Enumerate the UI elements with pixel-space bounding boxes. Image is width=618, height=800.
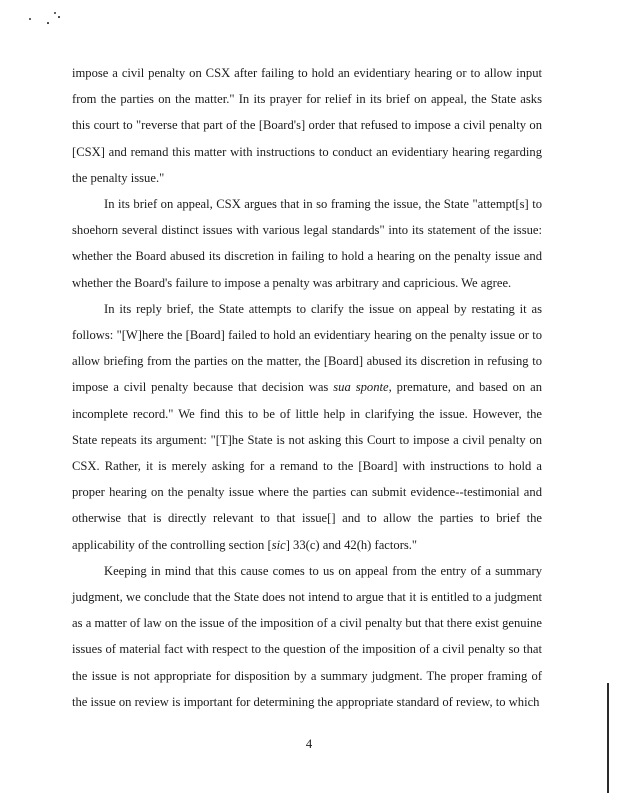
paragraph-3 [72, 296, 542, 558]
paragraph-1: impose a civil penalty on CSX after failing to hold an evidentiary hearing or to allow input from the parties on the matter." In its prayer for relief in its brief on appeal, the State asks this court to "reverse that part of the [Board's] order that refused to impose a civil penalty on [CSX] and remand this matter with instructions to conduct an evidentiary hearing regarding the penalty issue." [72, 66, 542, 185]
paragraph-2: In its brief on appeal, CSX argues that in so framing the issue, the State "attempt[s] to shoehorn several distinct issues with various legal standards" into its statement of the issue: whether the Board abused its discretion in failing to hold a hearing on the penalty issue and whether the Board's failure to impose a penalty was arbitrary and capricious. We agree. [72, 197, 542, 290]
paragraph-3-text-a: In its reply brief, the State attempts to clarify the issue on appeal by restating it as follows: "[W]here the [Board] failed to hold an evidentiary hearing on the penalty issue or to allow briefing from the parties on the matter, the [Board] abused its discretion in refusing to impose a civil penalty because that decision was [72, 301, 542, 395]
scan-speck [29, 18, 31, 20]
scan-speck [54, 12, 56, 14]
page-number: 4 [305, 737, 313, 751]
scan-speck [47, 22, 49, 24]
paragraph-3-text-b: , premature, and based on an incomplete record." We find this to be of little help in clarifying the issue. However, the State repeats its argument: "[T]he State is not asking this Court to impose a civil penalty on CSX. Rather, it is merely asking for a remand to the [Board] with instructions to hold a proper hearing on the penalty issue where the parties can submit evidence--testimonial and otherwise that is directly relevant to that issue[] and to allow the parties to brief the applicability of the controlling section [ [72, 380, 542, 552]
paragraph-4: Keeping in mind that this cause comes to us on appeal from the entry of a summary judgment, we conclude that the State does not intend to argue that it is entitled to a judgment as a matter of law on the issue of the imposition of a civil penalty but that there exist genuine issues of material fact with respect to the question of the imposition of a civil penalty so that the issue is not appropriate for disposition by a summary judgment. The proper framing of the issue on review is important for determining the appropriate standard of review, to which [72, 563, 542, 709]
paragraph-3-italic-b: sic [271, 537, 286, 552]
body-text [72, 60, 542, 715]
scan-speck [58, 16, 60, 18]
paragraph-3-italic-a: sua sponte [333, 380, 389, 395]
paragraph-3-text-c: ] 33(c) and 42(h) factors." [285, 537, 418, 552]
